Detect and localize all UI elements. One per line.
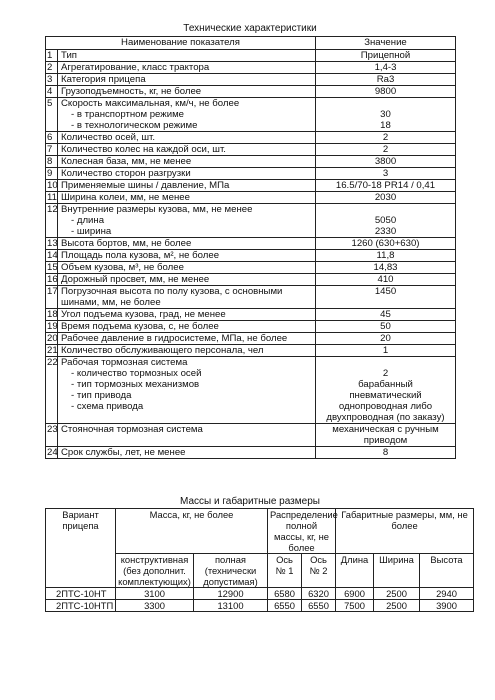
- spec-row-number: 15: [47, 262, 58, 273]
- spec-row-name: [58, 357, 316, 424]
- mass-cell-axle1: 6580: [268, 588, 302, 600]
- spec-row-value: [316, 321, 456, 333]
- spec-row-label: Скорость максимальная, км/ч, не более: [61, 98, 240, 109]
- mass-cell-variant: 2ПТС-10НТП: [46, 600, 116, 612]
- spec-row-number: 19: [47, 321, 58, 332]
- spec-row-name: [58, 144, 316, 156]
- spec-row-name: [58, 286, 316, 309]
- spec-row-label: Погрузочная высота по полу кузова, с основными шинами, мм, не более: [61, 286, 283, 308]
- mass-cell-width: 2500: [374, 588, 420, 600]
- spec-row-label: Применяемые шины / давление, МПа: [61, 180, 230, 191]
- spec-row-value: [316, 333, 456, 345]
- spec-value-line: 1,4-3: [374, 62, 397, 73]
- spec-row-label: Рабочее давление в гидросистеме, МПа, не более: [61, 333, 288, 344]
- spec-row-label: Колесная база, мм, не менее: [61, 156, 192, 167]
- spec-row-name: [58, 50, 316, 62]
- spec-row-subitem: - схема привода: [71, 401, 144, 412]
- spec-row-label: Категория прицепа: [61, 74, 146, 85]
- spec-row-number: 4: [46, 86, 58, 98]
- spec-row-name: [58, 424, 316, 447]
- spec-row: [46, 309, 456, 321]
- spec-row-label: Количество сторон разгрузки: [61, 168, 191, 179]
- spec-row-name: [58, 98, 316, 132]
- spec-value-line: 2: [382, 368, 389, 379]
- spec-row-value: [316, 204, 456, 238]
- mass-header-axle2: Ось № 2: [302, 554, 336, 588]
- mass-cell-axle2: 6320: [302, 588, 336, 600]
- spec-row-subitem: - в транспортном режиме: [71, 109, 184, 120]
- spec-row: [46, 62, 456, 74]
- mass-cell-length: 6900: [336, 588, 374, 600]
- spec-row-value: [316, 86, 456, 98]
- spec-row-label: Рабочая тормозная система: [61, 357, 188, 368]
- spec-value-line: 1260 (630+630): [351, 238, 420, 249]
- spec-header-name: Наименование показателя: [46, 37, 316, 50]
- spec-row: [46, 132, 456, 144]
- spec-row: [46, 357, 456, 424]
- mass-cell-height: 2940: [420, 588, 474, 600]
- spec-value-line: Прицепной: [360, 50, 411, 61]
- spec-row: [46, 50, 456, 62]
- spec-value-line: 11,8: [376, 250, 395, 261]
- mass-cell-axle2: 6550: [302, 600, 336, 612]
- spec-row: [46, 286, 456, 309]
- spec-row-name: [58, 168, 316, 180]
- spec-row-number: 2: [46, 62, 58, 74]
- spec-header-row: [46, 37, 456, 50]
- spec-value-line: 8: [382, 447, 389, 458]
- spec-row: [46, 98, 456, 132]
- spec-table-body: [46, 50, 456, 459]
- spec-row-label: Время подъема кузова, с, не более: [61, 321, 219, 332]
- spec-value-line: механическая с ручным: [332, 424, 439, 435]
- spec-row-label: Объем кузова, м³, не более: [61, 262, 184, 273]
- mass-header-full: полная (технически допустимая): [194, 554, 268, 588]
- spec-value-line: 18: [380, 120, 391, 131]
- mass-header-row-1: [46, 509, 474, 554]
- spec-row-value: [316, 262, 456, 274]
- spec-row-label: Количество обслуживающего персонала, чел: [61, 345, 264, 356]
- spec-row-label: Тип: [61, 50, 77, 61]
- spec-value-line: [319, 98, 452, 109]
- spec-row-number: 8: [46, 156, 58, 168]
- spec-row-number: 11: [47, 192, 57, 203]
- spec-row: [46, 238, 456, 250]
- spec-value-line: 410: [377, 274, 394, 285]
- spec-row: [46, 250, 456, 262]
- spec-table-title: Технические характеристики: [183, 23, 317, 34]
- mass-header-height: Высота: [420, 554, 474, 588]
- spec-row-value: [316, 192, 456, 204]
- spec-row-value: [316, 286, 456, 309]
- mass-table-title: Массы и габаритные размеры: [180, 496, 320, 507]
- mass-row: [46, 600, 474, 612]
- spec-row-value: [316, 274, 456, 286]
- spec-header-value: Значение: [316, 37, 456, 50]
- spec-row-label: Грузоподъемность, кг, не более: [61, 86, 202, 97]
- spec-value-line: 2030: [374, 192, 397, 203]
- spec-row-number: 23: [46, 424, 58, 447]
- spec-value-line: двухпроводная (по заказу): [326, 412, 445, 423]
- spec-row: [46, 180, 456, 192]
- spec-row-number: 6: [46, 132, 58, 144]
- spec-value-line: 45: [380, 309, 391, 320]
- spec-row-name: [58, 132, 316, 144]
- spec-row-name: [58, 321, 316, 333]
- mass-header-variant: Вариант прицепа: [46, 509, 116, 588]
- mass-header-length: Длина: [336, 554, 374, 588]
- spec-row-value: [316, 168, 456, 180]
- spec-row: [46, 333, 456, 345]
- spec-value-line: 20: [380, 333, 391, 344]
- mass-cell-width: 2500: [374, 600, 420, 612]
- spec-value-line: 16.5/70-18 PR14 / 0,41: [335, 180, 436, 191]
- spec-row-number: 7: [46, 144, 58, 156]
- spec-row-number: 24: [47, 447, 58, 458]
- spec-value-line: Ra3: [376, 74, 395, 85]
- mass-cell-variant: 2ПТС-10НТ: [46, 588, 116, 600]
- spec-row-subitem: - тип привода: [71, 390, 132, 401]
- mass-table: [45, 508, 474, 612]
- spec-value-line: приводом: [363, 435, 408, 446]
- spec-row-name: [58, 62, 316, 74]
- spec-table: [45, 36, 456, 459]
- spec-value-line: [319, 204, 452, 215]
- spec-row-name: [58, 238, 316, 250]
- mass-cell-axle1: 6550: [268, 600, 302, 612]
- spec-row-number: 5: [46, 98, 58, 132]
- mass-header-axle1: Ось № 1: [268, 554, 302, 588]
- spec-row-name: [58, 447, 316, 459]
- mass-cell-height: 3900: [420, 600, 474, 612]
- mass-header-dims: Габаритные размеры, мм, не более: [336, 509, 474, 554]
- spec-row-name: [58, 309, 316, 321]
- spec-row-number: 3: [46, 74, 58, 86]
- spec-row: [46, 156, 456, 168]
- spec-value-line: 3: [382, 168, 389, 179]
- spec-value-line: [319, 357, 452, 368]
- spec-value-line: 3800: [374, 156, 397, 167]
- spec-value-line: 1450: [374, 286, 397, 297]
- spec-row-label: Количество колес на каждой оси, шт.: [61, 144, 226, 155]
- spec-value-line: 14,83: [373, 262, 398, 273]
- spec-row-subitem: - тип тормозных механизмов: [71, 379, 200, 390]
- spec-row: [46, 144, 456, 156]
- spec-row-number: 21: [47, 345, 58, 356]
- spec-row: [46, 86, 456, 98]
- spec-row-subitem: - в технологическом режиме: [71, 120, 198, 131]
- mass-header-constructive: конструктивная (без дополнит. комплектующих): [116, 554, 194, 588]
- spec-row-value: [316, 62, 456, 74]
- spec-row-label: Внутренние размеры кузова, мм, не менее: [61, 204, 253, 215]
- spec-value-line: пневматический: [349, 390, 422, 401]
- spec-row-label: Стояночная тормозная система: [61, 424, 203, 435]
- spec-row-name: [58, 204, 316, 238]
- spec-row-name: [58, 333, 316, 345]
- spec-value-line: однопроводная либо: [338, 401, 433, 412]
- spec-value-line: 2: [382, 144, 389, 155]
- spec-row-label: Агрегатирование, класс трактора: [61, 62, 210, 73]
- spec-row-number: 20: [47, 333, 58, 344]
- spec-row-number: 16: [47, 274, 58, 285]
- spec-row-name: [58, 192, 316, 204]
- spec-row-name: [58, 180, 316, 192]
- spec-row-label: Срок службы, лет, не менее: [61, 447, 186, 458]
- spec-row-subitem: - количество тормозных осей: [71, 368, 202, 379]
- spec-row-number: 17: [46, 286, 58, 309]
- spec-row-number: 22: [46, 357, 58, 424]
- spec-row-value: [316, 250, 456, 262]
- mass-cell-constructive: 3100: [116, 588, 194, 600]
- spec-row-value: [316, 357, 456, 424]
- mass-row: [46, 588, 474, 600]
- spec-row-name: [58, 262, 316, 274]
- spec-row: [46, 74, 456, 86]
- spec-row-subitem: - ширина: [71, 226, 112, 237]
- mass-header-mass: Масса, кг, не более: [116, 509, 268, 554]
- spec-row-number: 9: [46, 168, 58, 180]
- spec-value-line: 1: [382, 345, 389, 356]
- mass-cell-length: 7500: [336, 600, 374, 612]
- spec-row-label: Высота бортов, мм, не более: [61, 238, 192, 249]
- spec-row: [46, 192, 456, 204]
- spec-row-name: [58, 274, 316, 286]
- spec-row-value: [316, 156, 456, 168]
- spec-value-line: 2330: [374, 226, 397, 237]
- spec-row-name: [58, 74, 316, 86]
- spec-row-number: 13: [47, 238, 58, 249]
- spec-row-value: [316, 180, 456, 192]
- spec-row-value: [316, 309, 456, 321]
- spec-row-value: [316, 50, 456, 62]
- spec-row-number: 14: [47, 250, 58, 261]
- mass-cell-full: 13100: [194, 600, 268, 612]
- mass-header-width: Ширина: [374, 554, 420, 588]
- spec-row-label: Угол подъема кузова, град, не менее: [61, 309, 226, 320]
- spec-row: [46, 447, 456, 459]
- spec-row-value: [316, 447, 456, 459]
- spec-value-line: 5050: [374, 215, 397, 226]
- spec-value-line: 2: [382, 132, 389, 143]
- spec-row-value: [316, 98, 456, 132]
- spec-row: [46, 204, 456, 238]
- spec-row-number: 18: [47, 309, 58, 320]
- spec-row-value: [316, 345, 456, 357]
- spec-row: [46, 168, 456, 180]
- spec-value-line: 30: [380, 109, 391, 120]
- spec-row-label: Дорожный просвет, мм, не менее: [61, 274, 210, 285]
- spec-row-value: [316, 424, 456, 447]
- spec-row-value: [316, 74, 456, 86]
- spec-row-subitem: - длина: [71, 215, 105, 226]
- spec-value-line: 9800: [374, 86, 397, 97]
- spec-row-label: Площадь пола кузова, м², не более: [61, 250, 220, 261]
- spec-row-label: Количество осей, шт.: [61, 132, 156, 143]
- spec-row-number: 1: [46, 50, 58, 62]
- spec-row-value: [316, 132, 456, 144]
- mass-cell-full: 12900: [194, 588, 268, 600]
- spec-row-name: [58, 156, 316, 168]
- spec-row: [46, 321, 456, 333]
- spec-row-name: [58, 86, 316, 98]
- spec-row: [46, 424, 456, 447]
- spec-row-label: Ширина колеи, мм, не менее: [61, 192, 190, 203]
- mass-header-distribution: Распределение полной массы, кг, не более: [268, 509, 336, 554]
- spec-row-value: [316, 238, 456, 250]
- spec-row: [46, 262, 456, 274]
- spec-value-line: 50: [380, 321, 391, 332]
- spec-row-value: [316, 144, 456, 156]
- spec-row-name: [58, 345, 316, 357]
- spec-value-line: барабанный: [358, 379, 413, 390]
- mass-cell-constructive: 3300: [116, 600, 194, 612]
- spec-row-name: [58, 250, 316, 262]
- spec-row: [46, 345, 456, 357]
- spec-row-number: 12: [46, 204, 58, 238]
- spec-row-number: 10: [47, 180, 58, 191]
- spec-row: [46, 274, 456, 286]
